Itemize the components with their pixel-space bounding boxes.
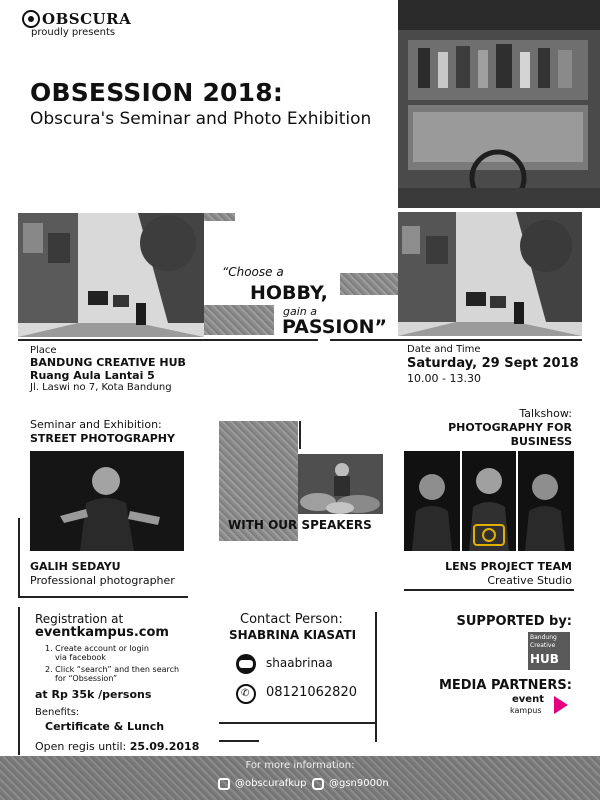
registration-step-1a: 1. Create account or login xyxy=(45,644,149,653)
bch-logo-line-3: HUB xyxy=(530,652,559,666)
place-address: Jl. Laswi no 7, Kota Bandung xyxy=(30,382,172,393)
contact-phone: 08121062820 xyxy=(266,685,357,700)
bch-logo-line-2: Creative xyxy=(530,642,556,649)
registration-step-1b: via facebook xyxy=(55,653,106,662)
registration-site: eventkampus.com xyxy=(35,625,169,640)
divider xyxy=(18,596,188,598)
ek-logo-mark xyxy=(554,696,568,714)
event-title: OBSESSION 2018: xyxy=(30,78,284,107)
aperture-icon xyxy=(22,10,40,28)
seminar-label: Seminar and Exhibition: xyxy=(30,418,162,431)
accent-block xyxy=(340,273,398,295)
accent-block xyxy=(204,305,274,335)
speakers-banner: WITH OUR SPEAKERS xyxy=(228,518,372,532)
deadline-label: Open regis until: xyxy=(35,740,127,753)
street-photo-left xyxy=(18,213,204,337)
divider xyxy=(330,339,582,341)
divider xyxy=(299,421,301,449)
place-room: Ruang Aula Lantai 5 xyxy=(30,369,155,382)
footer-instagram: @obscurafkup xyxy=(235,778,307,789)
deadline-date: 25.09.2018 xyxy=(129,740,200,753)
registration-step-2b: for “Obsession” xyxy=(55,674,118,683)
divider xyxy=(18,339,318,341)
datetime-time: 10.00 - 13.30 xyxy=(407,372,481,385)
seminar-topic: STREET PHOTOGRAPHY xyxy=(30,432,175,445)
eventkampus-logo xyxy=(510,694,574,718)
benefits-label: Benefits: xyxy=(35,707,80,718)
contact-label: Contact Person: xyxy=(240,612,343,627)
market-photo xyxy=(298,454,383,514)
contact-line-id: shaabrinaa xyxy=(266,656,333,670)
speaker-role: Professional photographer xyxy=(30,574,175,587)
divider xyxy=(18,518,20,598)
datetime-date: Saturday, 29 Sept 2018 xyxy=(407,356,579,371)
team-role: Creative Studio xyxy=(487,574,572,587)
talkshow-topic-2: BUSINESS xyxy=(510,435,572,448)
phone-icon: ✆ xyxy=(236,684,256,704)
media-partners-label: MEDIA PARTNERS: xyxy=(438,678,572,693)
line-icon xyxy=(236,654,256,674)
street-cart-photo xyxy=(398,0,600,208)
quote-line-1: “Choose a xyxy=(222,265,284,279)
divider xyxy=(18,607,20,755)
talkshow-label: Talkshow: xyxy=(519,407,572,420)
brand-tagline: proudly presents xyxy=(31,27,116,38)
talkshow-topic-1: PHOTOGRAPHY FOR xyxy=(448,421,572,434)
bch-logo xyxy=(528,632,570,670)
speaker-photo-galih xyxy=(30,451,184,551)
registration-price: at Rp 35k /persons xyxy=(35,688,152,701)
quote-line-4: PASSION” xyxy=(282,316,388,338)
brand-name: OBSCURA xyxy=(42,10,132,28)
footer xyxy=(0,756,600,800)
support-label: SUPPORTED by: xyxy=(456,614,572,629)
divider xyxy=(219,740,259,742)
deadline-row xyxy=(35,740,199,753)
place-label: Place xyxy=(30,345,57,356)
ek-logo-line-1: event xyxy=(512,694,544,705)
team-name: LENS PROJECT TEAM xyxy=(445,560,572,573)
divider xyxy=(219,722,377,724)
contact-name: SHABRINA KIASATI xyxy=(229,628,357,642)
place-venue: BANDUNG CREATIVE HUB xyxy=(30,356,186,369)
quote-line-2: HOBBY, xyxy=(250,282,328,304)
instagram-icon xyxy=(218,778,230,790)
event-subtitle: Obscura's Seminar and Photo Exhibition xyxy=(30,109,372,129)
speaker-name: GALIH SEDAYU xyxy=(30,560,121,573)
bch-logo-line-1: Bandung xyxy=(530,634,557,641)
line-footer-icon xyxy=(312,778,324,790)
ek-logo-line-2: kampus xyxy=(510,706,542,715)
quote-line-3: gain a xyxy=(283,305,317,318)
registration-label: Registration at xyxy=(35,612,124,626)
footer-label: For more information: xyxy=(245,760,355,771)
street-photo-right xyxy=(398,212,582,336)
benefits-value: Certificate & Lunch xyxy=(45,720,165,733)
registration-step-2a: 2. Click “search” and then search xyxy=(45,665,180,674)
team-photo xyxy=(404,451,574,551)
datetime-label: Date and Time xyxy=(407,344,481,355)
divider xyxy=(404,589,574,591)
footer-line: @gsn9000n xyxy=(329,778,389,789)
